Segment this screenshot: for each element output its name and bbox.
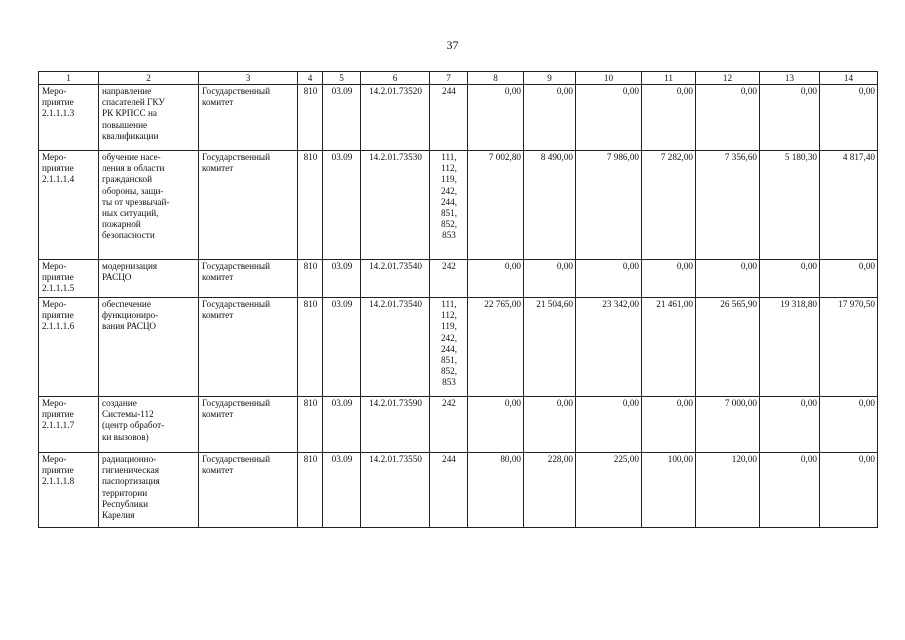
amount-cell: 0,00 bbox=[760, 453, 820, 528]
column-header: 1 bbox=[39, 72, 99, 85]
target-article-cell: 14.2.01.73540 bbox=[361, 260, 430, 298]
section-cell: 03.09 bbox=[323, 85, 361, 151]
page-number: 37 bbox=[446, 38, 459, 52]
amount-cell: 0,00 bbox=[642, 397, 696, 453]
target-article-cell: 14.2.01.73530 bbox=[361, 151, 430, 260]
event-id-cell: Меро- приятие 2.1.1.1.5 bbox=[39, 260, 99, 298]
column-header: 12 bbox=[696, 72, 760, 85]
amount-cell: 0,00 bbox=[524, 397, 576, 453]
amount-cell: 0,00 bbox=[468, 260, 524, 298]
executor-cell: Государственный комитет bbox=[199, 260, 298, 298]
amount-cell: 0,00 bbox=[576, 260, 642, 298]
expense-type-cell: 242 bbox=[430, 260, 468, 298]
amount-cell: 17 970,50 bbox=[820, 298, 878, 397]
column-header: 4 bbox=[298, 72, 323, 85]
amount-cell: 7 002,80 bbox=[468, 151, 524, 260]
table-row bbox=[39, 85, 878, 151]
expense-type-cell: 111, 112, 119, 242, 244, 851, 852, 853 bbox=[430, 298, 468, 397]
amount-cell: 8 490,00 bbox=[524, 151, 576, 260]
target-article-cell: 14.2.01.73540 bbox=[361, 298, 430, 397]
amount-cell: 0,00 bbox=[642, 260, 696, 298]
event-id-cell: Меро- приятие 2.1.1.1.3 bbox=[39, 85, 99, 151]
amount-cell: 0,00 bbox=[760, 397, 820, 453]
header-row bbox=[39, 72, 878, 85]
column-header: 13 bbox=[760, 72, 820, 85]
table-row bbox=[39, 151, 878, 260]
section-cell: 03.09 bbox=[323, 298, 361, 397]
amount-cell: 80,00 bbox=[468, 453, 524, 528]
amount-cell: 7 000,00 bbox=[696, 397, 760, 453]
amount-cell: 21 504,60 bbox=[524, 298, 576, 397]
description-cell: создание Системы-112 (центр обработ- ки вызовов) bbox=[99, 397, 199, 453]
amount-cell: 0,00 bbox=[576, 397, 642, 453]
expense-type-cell: 244 bbox=[430, 453, 468, 528]
expense-type-cell: 244 bbox=[430, 85, 468, 151]
amount-cell: 7 356,60 bbox=[696, 151, 760, 260]
amount-cell: 0,00 bbox=[760, 85, 820, 151]
executor-cell: Государственный комитет bbox=[199, 151, 298, 260]
amount-cell: 0,00 bbox=[468, 397, 524, 453]
description-cell: обеспечение функциониро- вания РАСЦО bbox=[99, 298, 199, 397]
amount-cell: 0,00 bbox=[524, 85, 576, 151]
amount-cell: 4 817,40 bbox=[820, 151, 878, 260]
code-cell: 810 bbox=[298, 85, 323, 151]
column-header: 3 bbox=[199, 72, 298, 85]
target-article-cell: 14.2.01.73520 bbox=[361, 85, 430, 151]
code-cell: 810 bbox=[298, 298, 323, 397]
target-article-cell: 14.2.01.73590 bbox=[361, 397, 430, 453]
description-cell: радиационно- гигиеническая паспортизация территории Республики Карелия bbox=[99, 453, 199, 528]
amount-cell: 23 342,00 bbox=[576, 298, 642, 397]
section-cell: 03.09 bbox=[323, 397, 361, 453]
column-header: 10 bbox=[576, 72, 642, 85]
executor-cell: Государственный комитет bbox=[199, 397, 298, 453]
amount-cell: 7 282,00 bbox=[642, 151, 696, 260]
amount-cell: 225,00 bbox=[576, 453, 642, 528]
code-cell: 810 bbox=[298, 453, 323, 528]
table-row bbox=[39, 260, 878, 298]
amount-cell: 0,00 bbox=[820, 453, 878, 528]
executor-cell: Государственный комитет bbox=[199, 85, 298, 151]
description-cell: модернизация РАСЦО bbox=[99, 260, 199, 298]
section-cell: 03.09 bbox=[323, 151, 361, 260]
amount-cell: 0,00 bbox=[820, 397, 878, 453]
event-id-cell: Меро- приятие 2.1.1.1.8 bbox=[39, 453, 99, 528]
amount-cell: 21 461,00 bbox=[642, 298, 696, 397]
amount-cell: 0,00 bbox=[696, 260, 760, 298]
column-header: 7 bbox=[430, 72, 468, 85]
description-cell: обучение насе- ления в области гражданской обороны, защи- ты от чрезвычай- ных ситуаций, пожарной безопасности bbox=[99, 151, 199, 260]
amount-cell: 5 180,30 bbox=[760, 151, 820, 260]
amount-cell: 19 318,80 bbox=[760, 298, 820, 397]
amount-cell: 0,00 bbox=[524, 260, 576, 298]
code-cell: 810 bbox=[298, 260, 323, 298]
column-header: 5 bbox=[323, 72, 361, 85]
amount-cell: 26 565,90 bbox=[696, 298, 760, 397]
amount-cell: 0,00 bbox=[576, 85, 642, 151]
column-header: 14 bbox=[820, 72, 878, 85]
amount-cell: 0,00 bbox=[820, 260, 878, 298]
executor-cell: Государственный комитет bbox=[199, 453, 298, 528]
amount-cell: 120,00 bbox=[696, 453, 760, 528]
amount-cell: 0,00 bbox=[468, 85, 524, 151]
section-cell: 03.09 bbox=[323, 260, 361, 298]
table-row bbox=[39, 298, 878, 397]
expense-type-cell: 242 bbox=[430, 397, 468, 453]
amount-cell: 22 765,00 bbox=[468, 298, 524, 397]
target-article-cell: 14.2.01.73550 bbox=[361, 453, 430, 528]
column-header: 9 bbox=[524, 72, 576, 85]
amount-cell: 0,00 bbox=[696, 85, 760, 151]
amount-cell: 100,00 bbox=[642, 453, 696, 528]
description-cell: направление спасателей ГКУ РК КРПСС на повышение квалификации bbox=[99, 85, 199, 151]
expense-type-cell: 111, 112, 119, 242, 244, 851, 852, 853 bbox=[430, 151, 468, 260]
amount-cell: 228,00 bbox=[524, 453, 576, 528]
section-cell: 03.09 bbox=[323, 453, 361, 528]
code-cell: 810 bbox=[298, 397, 323, 453]
table-row bbox=[39, 397, 878, 453]
column-header: 8 bbox=[468, 72, 524, 85]
column-header: 2 bbox=[99, 72, 199, 85]
amount-cell: 7 986,00 bbox=[576, 151, 642, 260]
column-header: 6 bbox=[361, 72, 430, 85]
table-row bbox=[39, 453, 878, 528]
event-id-cell: Меро- приятие 2.1.1.1.7 bbox=[39, 397, 99, 453]
code-cell: 810 bbox=[298, 151, 323, 260]
amount-cell: 0,00 bbox=[820, 85, 878, 151]
event-id-cell: Меро- приятие 2.1.1.1.6 bbox=[39, 298, 99, 397]
executor-cell: Государственный комитет bbox=[199, 298, 298, 397]
column-header: 11 bbox=[642, 72, 696, 85]
event-id-cell: Меро- приятие 2.1.1.1.4 bbox=[39, 151, 99, 260]
budget-table bbox=[38, 71, 878, 528]
amount-cell: 0,00 bbox=[642, 85, 696, 151]
amount-cell: 0,00 bbox=[760, 260, 820, 298]
